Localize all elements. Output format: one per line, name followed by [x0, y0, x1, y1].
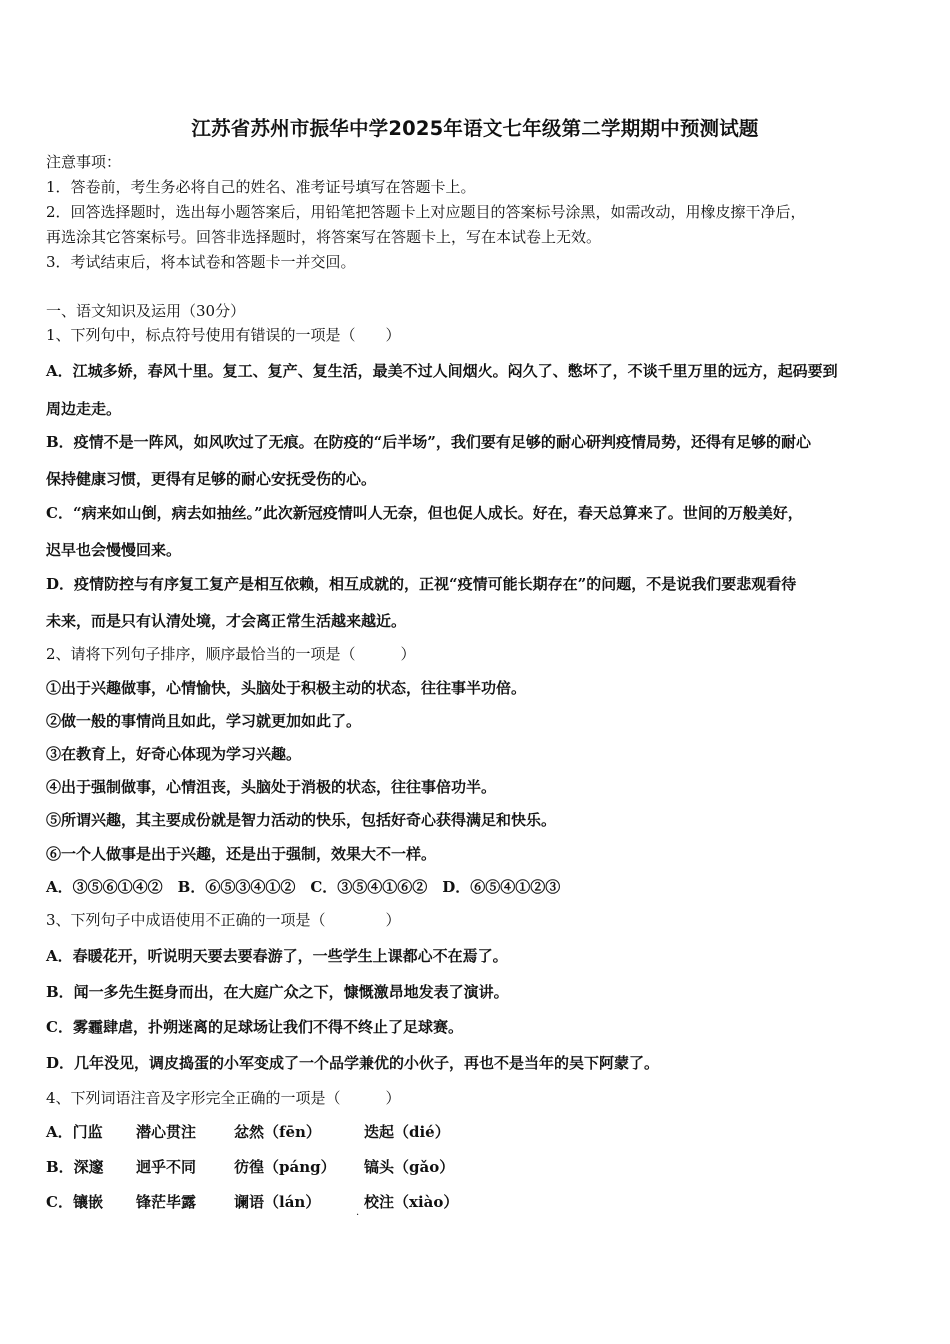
q2-sentence-3: ③在教育上，好奇心体现为学习兴趣。	[46, 745, 302, 763]
notice-item-2a: 2．回答选择题时，选出每小题答案后，用铅笔把答题卡上对应题目的答案标号涂黑，如需改动，用橡皮擦干净后，	[46, 203, 806, 221]
q2-sentence-2: ②做一般的事情尚且如此，学习就更加如此了。	[46, 712, 362, 730]
q3-option-d: D．几年没见，调皮捣蛋的小军变成了一个品学兼优的小伙子，再也不是当年的吴下阿蒙了。	[46, 1054, 660, 1072]
q2-sentence-4: ④出于强制做事，心情沮丧，头脑处于消极的状态，往往事倍功半。	[46, 778, 497, 796]
notice-item-1: 1．答卷前，考生务必将自己的姓名、准考证号填写在答题卡上。	[46, 178, 476, 196]
q3-stem: 3、下列句子中成语使用不正确的一项是（ ）	[46, 911, 401, 929]
q1-option-a-cont: 周边走走。	[46, 400, 122, 418]
q1-option-a: A．江城多娇，春风十里。复工、复产、复生活，最美不过人间烟火。闷久了、憋坏了，不谈千里万里的远方，起码要到	[46, 362, 838, 380]
notice-heading: 注意事项：	[46, 153, 122, 171]
q1-option-b-cont: 保持健康习惯，更得有足够的耐心安抚受伤的心。	[46, 470, 377, 488]
q1-option-d: D．疫情防控与有序复工复产是相互依赖，相互成就的，正视“疫情可能长期存在”的问题，不是说我们要悲观看待	[46, 575, 797, 593]
q4-b-word-4: 镐头（gǎo）	[364, 1158, 455, 1176]
q4-option-c	[46, 1192, 458, 1212]
q1-option-d-cont: 未来，而是只有认清处境，才会离正常生活越来越近。	[46, 612, 407, 630]
q3-option-a: A．春暖花开，听说明天要去要春游了，一些学生上课都心不在焉了。	[46, 947, 508, 965]
q4-c-word-4: 校注（xiào）	[364, 1193, 459, 1211]
q2-sentence-6: ⑥一个人做事是出于兴趣，还是出于强制，效果大不一样。	[46, 845, 437, 863]
q1-option-b: B．疫情不是一阵风，如风吹过了无痕。在防疫的“后半场”，我们要有足够的耐心研判疫情局势，还得有足够的耐心	[46, 433, 811, 451]
q3-option-c: C．雾霾肆虐，扑朔迷离的足球场让我们不得不终止了足球赛。	[46, 1018, 463, 1036]
q4-a-word-2: 潜心贯注	[136, 1123, 197, 1141]
q4-a-word-3: 忿然（fēn）	[234, 1123, 321, 1141]
q1-stem: 1、下列句中，标点符号使用有错误的一项是（ ）	[46, 326, 401, 344]
notice-item-2b: 再选涂其它答案标号。回答非选择题时，将答案写在答题卡上，写在本试卷上无效。	[46, 228, 602, 246]
page-title: 江苏省苏州市振华中学2025年语文七年级第二学期期中预测试题	[191, 117, 759, 140]
q1-option-c-cont: 迟早也会慢慢回来。	[46, 541, 182, 559]
q4-c-word-2: 锋茫毕露	[136, 1193, 197, 1211]
q4-stem: 4、下列词语注音及字形完全正确的一项是（ ）	[46, 1089, 401, 1107]
notice-item-3: 3．考试结束后，将本试卷和答题卡一并交回。	[46, 253, 356, 271]
q2-sentence-5: ⑤所谓兴趣，其主要成份就是智力活动的快乐，包括好奇心获得满足和快乐。	[46, 811, 557, 829]
q2-stem: 2、请将下列句子排序，顺序最恰当的一项是（ ）	[46, 645, 416, 663]
stray-mark: .	[356, 1207, 360, 1218]
q1-option-c: C．“病来如山倒，病去如抽丝。”此次新冠疫情叫人无奈，但也促人成长。好在，春天总算来了。世间的万般美好，	[46, 504, 803, 522]
q4-option-a	[46, 1122, 450, 1142]
q4-b-word-1: B．深邃	[46, 1158, 104, 1176]
q2-options: A．③⑤⑥①④② B．⑥⑤③④①② C．③⑤④①⑥② D．⑥⑤④①②③	[46, 878, 561, 896]
q3-option-b: B．闻一多先生挺身而出，在大庭广众之下，慷慨激昂地发表了演讲。	[46, 983, 509, 1001]
section-heading: 一、语文知识及运用（30分）	[46, 302, 246, 320]
q4-c-word-1: C．镶嵌	[46, 1193, 103, 1211]
q4-b-word-2: 迥乎不同	[136, 1158, 197, 1176]
q4-a-word-4: 迭起（dié）	[364, 1123, 450, 1141]
q4-a-word-1: A．门监	[46, 1123, 103, 1141]
q2-sentence-1: ①出于兴趣做事，心情愉快，头脑处于积极主动的状态，往往事半功倍。	[46, 679, 527, 697]
q4-c-word-3: 谰语（lán）	[234, 1193, 321, 1211]
q4-option-b	[46, 1157, 454, 1177]
q4-b-word-3: 彷徨（páng）	[234, 1158, 336, 1176]
